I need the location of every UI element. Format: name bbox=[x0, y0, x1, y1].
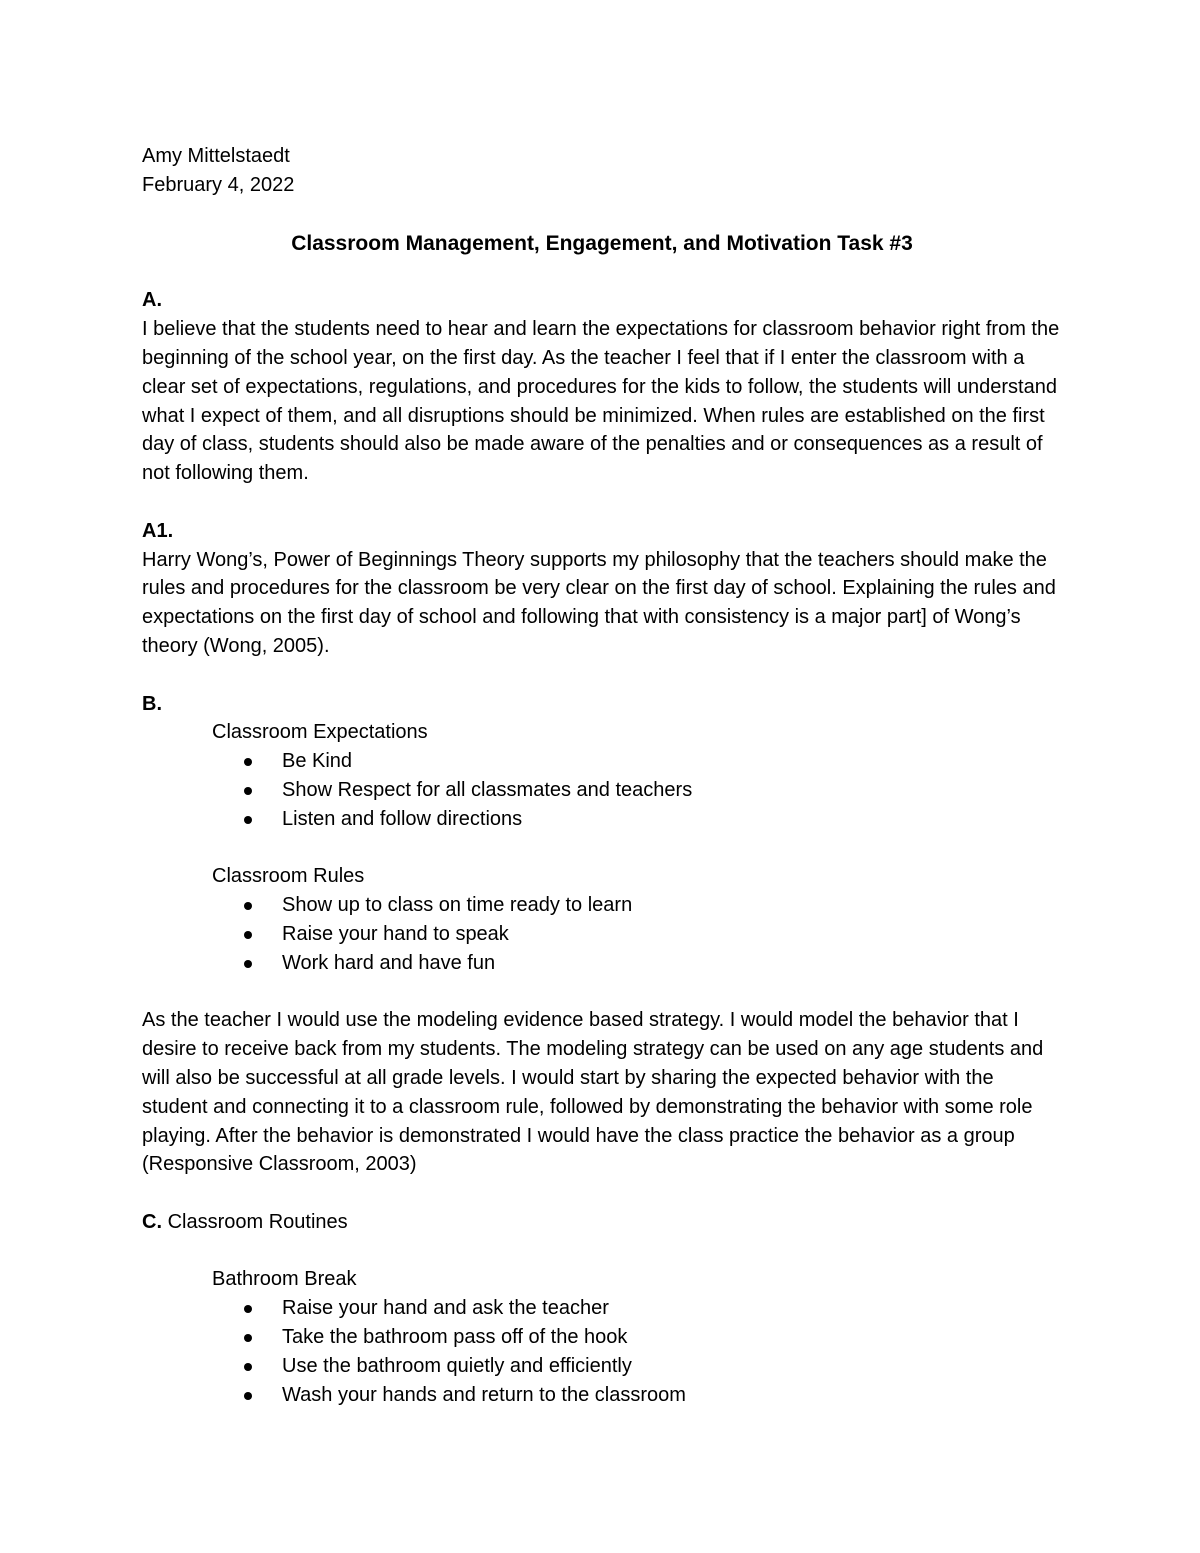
section-a-heading: A. bbox=[142, 289, 162, 312]
list-item bbox=[212, 949, 1062, 978]
rules-label: Classroom Rules bbox=[212, 865, 365, 888]
list-item bbox=[212, 920, 1062, 949]
bullet-icon bbox=[244, 816, 252, 824]
list-item bbox=[212, 1294, 1062, 1323]
bullet-icon bbox=[244, 758, 252, 766]
spacer bbox=[142, 1179, 1062, 1208]
bullet-icon bbox=[244, 1392, 252, 1400]
list-item bbox=[212, 1381, 1062, 1410]
bathroom-list bbox=[212, 1294, 1062, 1409]
classroom-expectations bbox=[212, 718, 1062, 833]
list-item-text: Raise your hand and ask the teacher bbox=[282, 1297, 609, 1320]
rules-list bbox=[212, 891, 1062, 977]
list-item-text: Take the bathroom pass off of the hook bbox=[282, 1326, 628, 1349]
list-item-text: Listen and follow directions bbox=[282, 807, 523, 830]
section-a1-heading: A1. bbox=[142, 519, 174, 542]
expectations-label: Classroom Expectations bbox=[212, 721, 428, 744]
list-item bbox=[212, 1352, 1062, 1381]
bathroom-break bbox=[212, 1265, 1062, 1409]
bullet-icon bbox=[244, 931, 252, 939]
author-name: Amy Mittelstaedt bbox=[142, 145, 290, 167]
document-title: Classroom Management, Engagement, and Motivation Task #3 bbox=[291, 231, 913, 255]
expectations-list bbox=[212, 747, 1062, 833]
section-a1-text: Harry Wong’s, Power of Beginnings Theory supports my philosophy that the teachers should make the rules and procedures for the classroom be very clear on the first day of school. Explaining the rules and expectations on the first day of school and following that with consistency is a major part] of Wong’s theory (Wong, 2005). bbox=[142, 548, 1056, 657]
spacer bbox=[142, 834, 1062, 863]
spacer bbox=[142, 661, 1062, 690]
bullet-icon bbox=[244, 1334, 252, 1342]
spacer bbox=[142, 1237, 1062, 1266]
list-item bbox=[212, 1323, 1062, 1352]
document-content bbox=[142, 142, 1062, 1409]
bullet-icon bbox=[244, 1363, 252, 1371]
list-item-text: Work hard and have fun bbox=[282, 951, 496, 974]
section-b-heading: B. bbox=[142, 692, 162, 715]
list-item-text: Wash your hands and return to the classroom bbox=[282, 1383, 686, 1406]
document-date: February 4, 2022 bbox=[142, 173, 295, 196]
bullet-icon bbox=[244, 960, 252, 968]
list-item-text: Be Kind bbox=[282, 750, 353, 773]
section-c-heading-text: Classroom Routines bbox=[167, 1210, 348, 1233]
list-item-text: Show up to class on time ready to learn bbox=[282, 894, 633, 917]
bathroom-label: Bathroom Break bbox=[212, 1268, 357, 1291]
list-item bbox=[212, 776, 1062, 805]
list-item bbox=[212, 747, 1062, 776]
list-item bbox=[212, 805, 1062, 834]
list-item-text: Raise your hand to speak bbox=[282, 922, 509, 945]
section-c-heading: C. bbox=[142, 1210, 162, 1233]
classroom-rules bbox=[212, 862, 1062, 977]
list-item-text: Show Respect for all classmates and teachers bbox=[282, 778, 693, 801]
list-item bbox=[212, 891, 1062, 920]
list-item-text: Use the bathroom quietly and efficiently bbox=[282, 1354, 632, 1377]
spacer bbox=[142, 978, 1062, 1007]
bullet-icon bbox=[244, 787, 252, 795]
section-a-text: I believe that the students need to hear and learn the expectations for classroom behavior right from the beginning of the school year, on the first day. As the teacher I feel that if I enter the classroom with a clear set of expectations, regulations, and procedures for the kids to follow, the students will understand what I expect of them, and all disruptions should be minimized. When rules are established on the first day of class, students should also be made aware of the penalties and or consequences as a result of not following them. bbox=[142, 318, 1060, 485]
section-c-heading-line bbox=[142, 1208, 1062, 1237]
bullet-icon bbox=[244, 1305, 252, 1313]
spacer bbox=[142, 488, 1062, 517]
bullet-icon bbox=[244, 902, 252, 910]
section-b-text: As the teacher I would use the modeling evidence based strategy. I would model the behavior that I desire to receive back from my students. The modeling strategy can be used on any age students and will also be successful at all grade levels. I would start by sharing the expected behavior with the student and connecting it to a classroom rule, followed by demonstrating the behavior with some role playing. After the behavior is demonstrated I would have the class practice the behavior as a group (Responsive Classroom, 2003) bbox=[142, 1009, 1044, 1176]
